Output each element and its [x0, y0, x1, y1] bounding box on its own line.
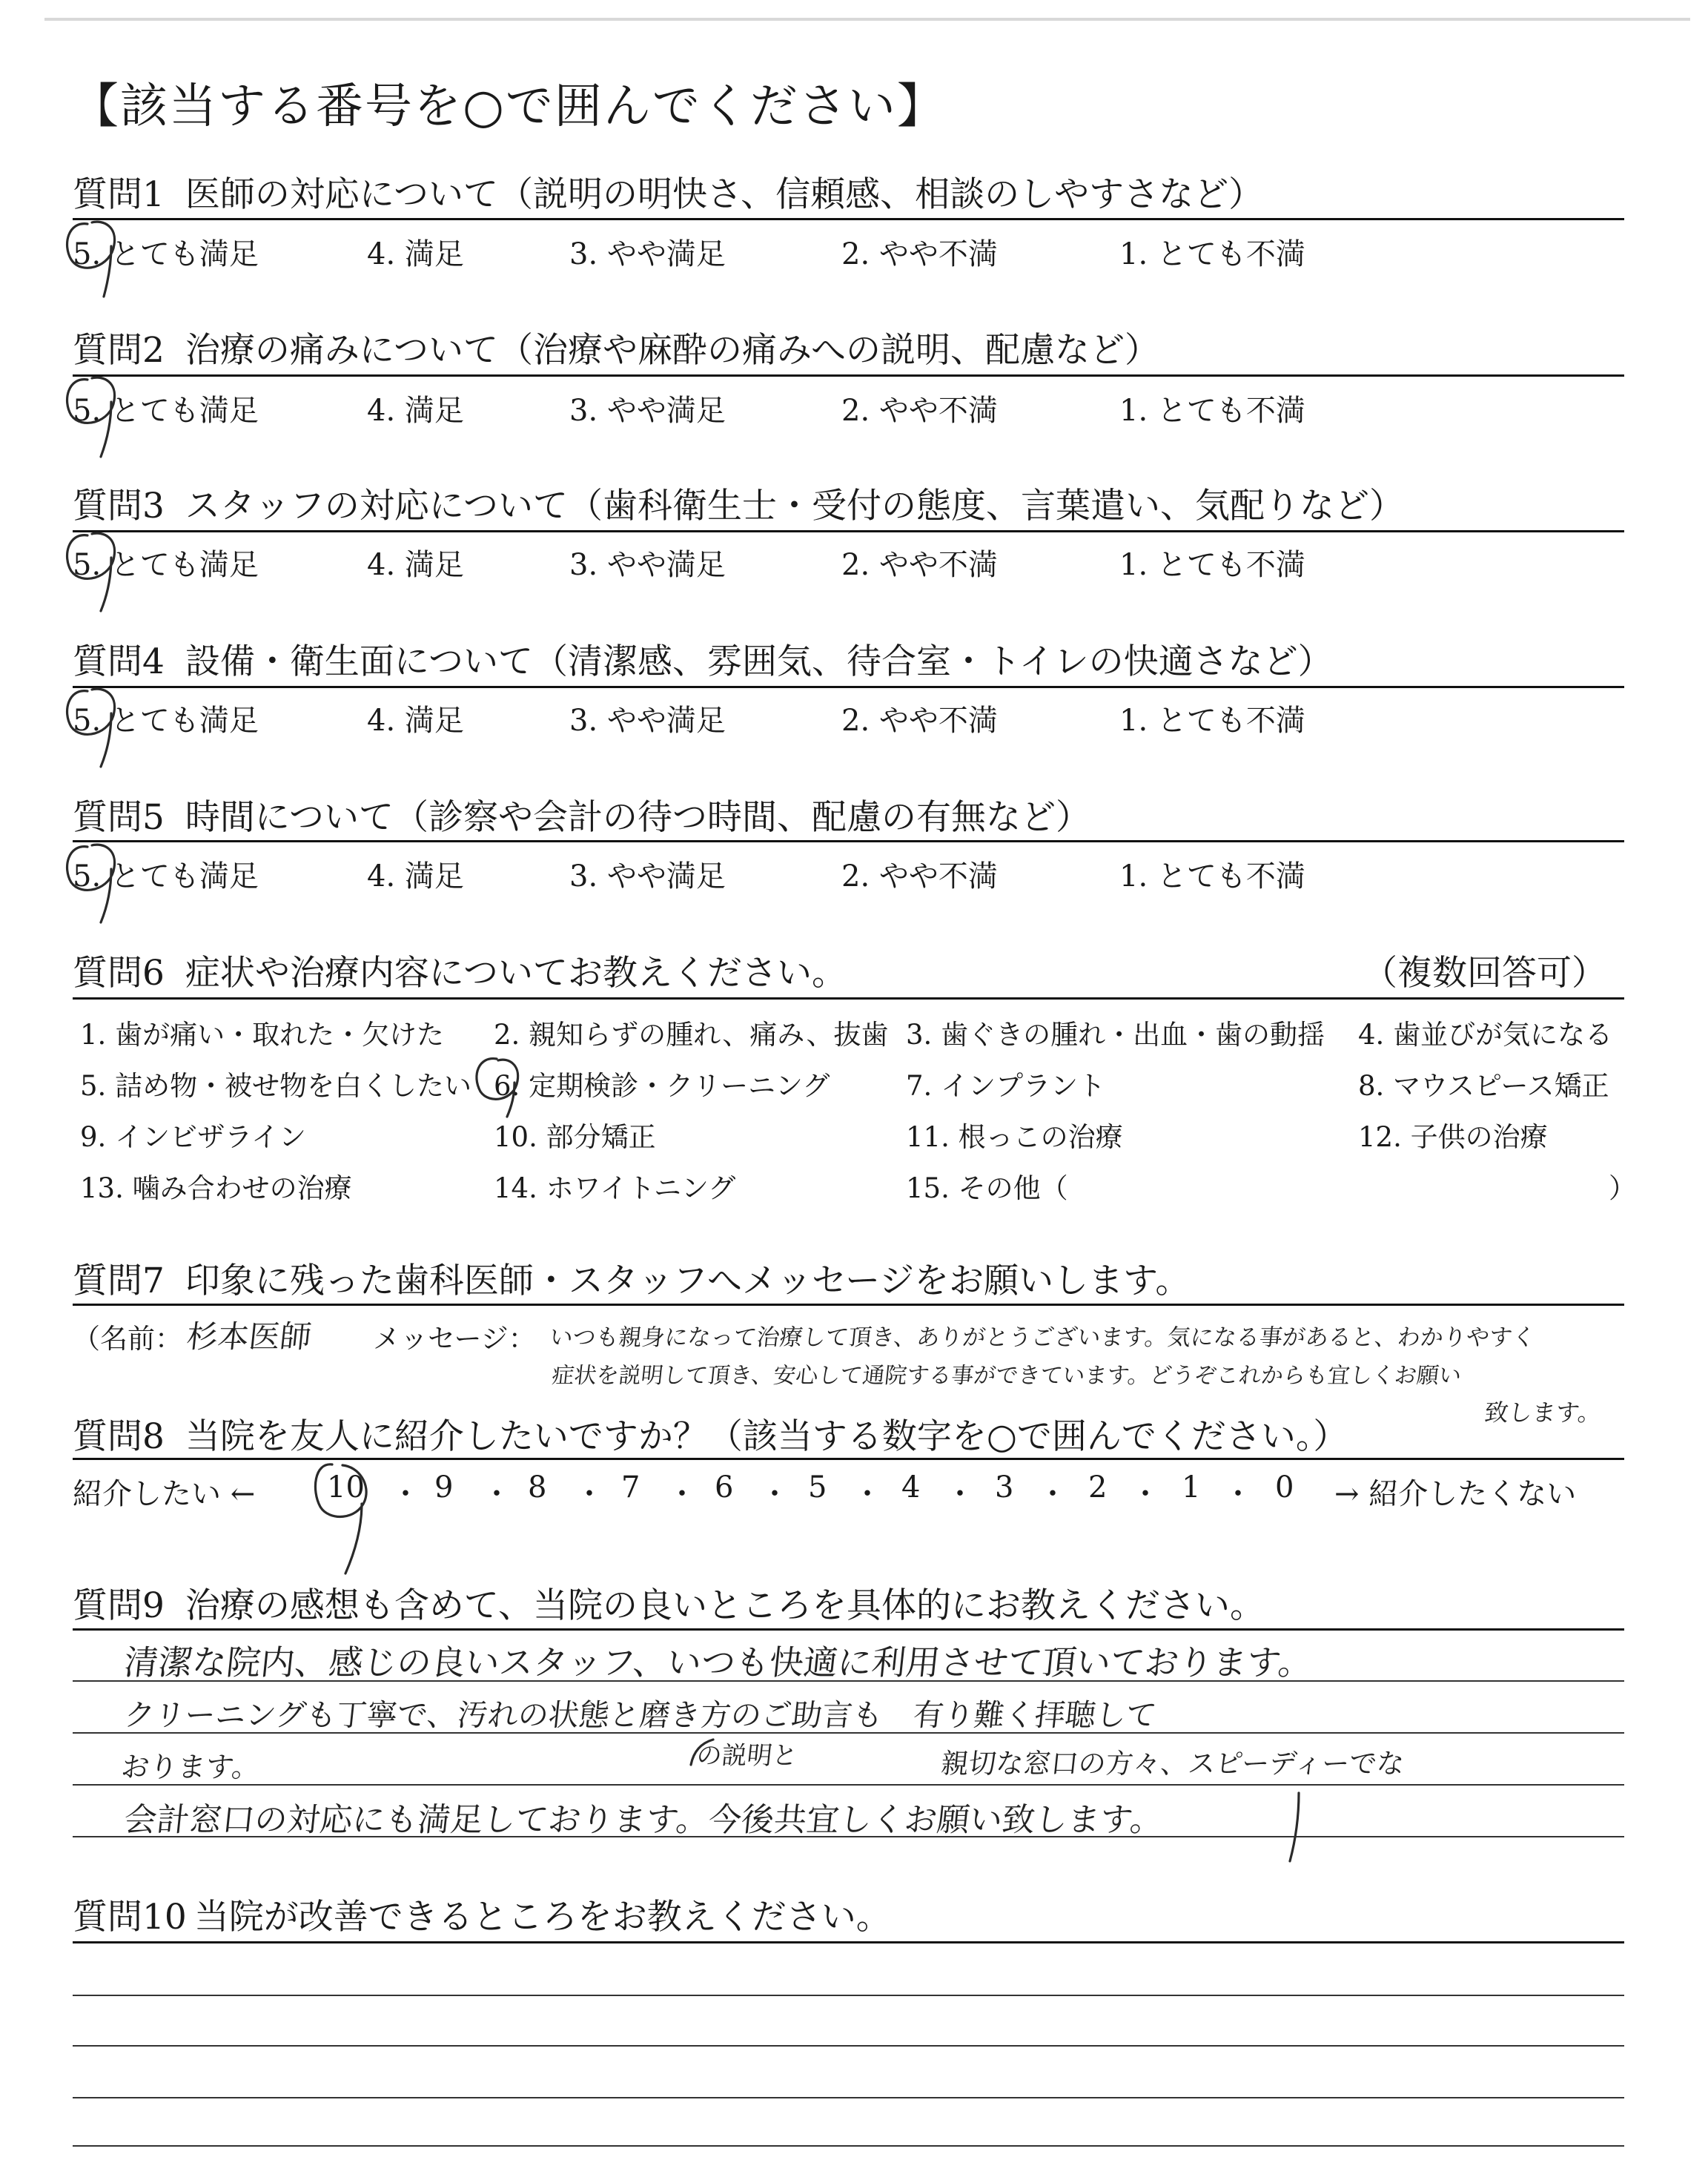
scale-4[interactable]: 4 [901, 1470, 921, 1505]
q1-option-3[interactable]: 3. やや満足 [569, 237, 726, 271]
scale-dot: ・ [1038, 1477, 1068, 1511]
q6-option-14[interactable]: 14. ホワイトニング [494, 1172, 736, 1204]
question-text: 症状や治療内容についてお教えください。 [185, 953, 847, 994]
scale-dot: ・ [945, 1477, 975, 1511]
scale-1[interactable]: 1 [1182, 1470, 1201, 1505]
handwritten-answer-line-2[interactable]: クリーニングも丁寧で、汚れの状態と磨き方のご助言も 有り難く拝聴して [122, 1697, 1159, 1733]
question-text: 当院を友人に紹介したいですか？（該当する数字を○で囲んでください。） [185, 1416, 1348, 1457]
q4-option-4[interactable]: 4. 満足 [367, 704, 464, 738]
q6-option-6[interactable]: 6. 定期検診・クリーニング [494, 1070, 830, 1102]
q6-option-7[interactable]: 7. インプラント [906, 1070, 1106, 1102]
q6-option-12[interactable]: 12. 子供の治療 [1358, 1121, 1548, 1153]
question-number: 質問10 [73, 1897, 187, 1938]
question-3 [73, 478, 1404, 528]
q2-option-5[interactable]: 5. とても満足 [73, 394, 259, 428]
scale-0[interactable]: 0 [1275, 1470, 1294, 1505]
answer-line [73, 2145, 1624, 2147]
q4-option-3[interactable]: 3. やや満足 [569, 704, 726, 738]
handwritten-answer-line-3b[interactable]: 親切な窓口の方々、スピーディーでな [939, 1748, 1406, 1780]
scale-dot: ・ [1131, 1477, 1160, 1511]
question-number: 質問7 [73, 1261, 165, 1301]
scale-dot: ・ [667, 1477, 697, 1511]
q3-option-2[interactable]: 2. やや不満 [841, 548, 998, 582]
question-9 [73, 1578, 1265, 1628]
q2-option-3[interactable]: 3. やや満足 [569, 394, 726, 428]
scale-3[interactable]: 3 [995, 1470, 1014, 1505]
q6-option-3[interactable]: 3. 歯ぐきの腫れ・出血・歯の動揺 [906, 1019, 1325, 1051]
question-7 [73, 1253, 1190, 1303]
q1-option-4[interactable]: 4. 満足 [367, 237, 464, 271]
handwritten-answer-line-3[interactable]: おります。 [119, 1751, 262, 1783]
scale-2[interactable]: 2 [1088, 1470, 1108, 1505]
q6-option-15[interactable]: 15. その他（ [906, 1172, 1068, 1204]
question-text: 設備・衛生面について（清潔感、雰囲気、待合室・トイレの快適さなど） [185, 641, 1333, 682]
q6-other-close-paren: ） [1609, 1172, 1636, 1204]
q6-option-8[interactable]: 8. マウスピース矯正 [1358, 1070, 1609, 1102]
handwritten-message-line-1[interactable]: いつも親身になって治療して頂き、ありがとうございます。気になる事があると、わかりやすく [548, 1324, 1537, 1351]
q2-option-1[interactable]: 1. とても不満 [1119, 394, 1305, 428]
question-text: 当院が改善できるところをお教えください。 [193, 1897, 891, 1938]
q6-option-10[interactable]: 10. 部分矯正 [494, 1121, 656, 1153]
q4-option-2[interactable]: 2. やや不満 [841, 704, 998, 738]
scale-dot: ・ [391, 1477, 420, 1511]
rule [73, 530, 1624, 532]
rule [73, 1458, 1624, 1460]
answer-line [73, 2045, 1624, 2047]
handwritten-answer-line-1[interactable]: 清潔な院内、感じの良いスタッフ、いつも快適に利用させて頂いております。 [122, 1642, 1315, 1682]
handwritten-insertion[interactable]: の説明と [695, 1741, 799, 1771]
recommend-left-label: 紹介したい ← [73, 1477, 256, 1511]
question-text: スタッフの対応について（歯科衛生士・受付の態度、言葉遣い、気配りなど） [185, 486, 1404, 526]
q4-option-1[interactable]: 1. とても不満 [1119, 704, 1305, 738]
page-title: 【該当する番号を○で囲んでください】 [71, 79, 946, 134]
question-2 [73, 323, 1159, 372]
message-label: メッセージ： [373, 1323, 536, 1355]
q5-option-1[interactable]: 1. とても不満 [1119, 859, 1305, 894]
rule [73, 1628, 1624, 1631]
q4-option-5[interactable]: 5. とても満足 [73, 704, 259, 738]
q5-option-5[interactable]: 5. とても満足 [73, 859, 259, 894]
rule [73, 374, 1624, 377]
question-number: 質問9 [73, 1585, 165, 1626]
q3-option-3[interactable]: 3. やや満足 [569, 548, 726, 582]
multiple-answer-note: （複数回答可） [1363, 953, 1606, 994]
question-text: 印象に残った歯科医師・スタッフへメッセージをお願いします。 [185, 1261, 1191, 1301]
scale-dot: ・ [760, 1477, 790, 1511]
handwritten-staff-name[interactable]: 杉本医師 [185, 1318, 314, 1355]
q1-option-1[interactable]: 1. とても不満 [1119, 237, 1305, 271]
question-5 [73, 790, 1090, 839]
q6-option-11[interactable]: 11. 根っこの治療 [906, 1121, 1123, 1153]
q2-option-2[interactable]: 2. やや不満 [841, 394, 998, 428]
answer-line [73, 1784, 1624, 1786]
q3-option-4[interactable]: 4. 満足 [367, 548, 464, 582]
top-border [44, 18, 1690, 21]
question-number: 質問2 [73, 330, 165, 371]
question-text: 治療の感想も含めて、当院の良いところを具体的にお教えください。 [185, 1585, 1265, 1626]
scale-6[interactable]: 6 [715, 1470, 734, 1505]
name-label: （名前： [73, 1323, 182, 1355]
q6-option-1[interactable]: 1. 歯が痛い・取れた・欠けた [80, 1019, 445, 1051]
scale-9[interactable]: 9 [434, 1470, 454, 1505]
question-6 [73, 945, 847, 995]
recommend-right-label: → 紹介したくない [1334, 1477, 1577, 1511]
question-10 [73, 1889, 891, 1939]
q1-option-5[interactable]: 5. とても満足 [73, 237, 259, 271]
rule [73, 686, 1624, 688]
rule [73, 1304, 1624, 1306]
question-1 [73, 167, 1263, 217]
q3-option-5[interactable]: 5. とても満足 [73, 548, 259, 582]
question-number: 質問1 [73, 174, 165, 215]
q5-option-4[interactable]: 4. 満足 [367, 859, 464, 894]
answer-line [73, 1995, 1624, 1996]
answer-line [73, 2097, 1624, 2098]
scale-5[interactable]: 5 [808, 1470, 827, 1505]
rule [73, 1941, 1624, 1943]
q6-option-13[interactable]: 13. 噛み合わせの治療 [80, 1172, 352, 1204]
question-number: 質問4 [73, 641, 165, 682]
rule [73, 997, 1624, 1000]
q6-option-2[interactable]: 2. 親知らずの腫れ、痛み、抜歯 [494, 1019, 889, 1051]
q6-option-4[interactable]: 4. 歯並びが気になる [1358, 1019, 1613, 1051]
handwritten-message-line-2[interactable]: 症状を説明して頂き、安心して通院する事ができています。どうぞこれからも宜しくお願い [550, 1363, 1463, 1389]
q6-option-9[interactable]: 9. インビザライン [80, 1121, 306, 1153]
question-8 [73, 1409, 1348, 1459]
rule [73, 218, 1624, 220]
scale-dot: ・ [1223, 1477, 1253, 1511]
question-number: 質問6 [73, 953, 165, 994]
q3-option-1[interactable]: 1. とても不満 [1119, 548, 1305, 582]
question-number: 質問8 [73, 1416, 165, 1457]
question-number: 質問5 [73, 797, 165, 838]
q2-option-4[interactable]: 4. 満足 [367, 394, 464, 428]
scale-10[interactable]: 10 [327, 1470, 365, 1505]
question-text: 医師の対応について（説明の明快さ、信頼感、相談のしやすさなど） [185, 174, 1264, 215]
q5-option-3[interactable]: 3. やや満足 [569, 859, 726, 894]
rule [73, 840, 1624, 842]
scale-dot: ・ [853, 1477, 882, 1511]
question-text: 治療の痛みについて（治療や麻酔の痛みへの説明、配慮など） [185, 330, 1160, 371]
question-4 [73, 634, 1333, 684]
q6-option-5[interactable]: 5. 詰め物・被せ物を白くしたい [80, 1070, 472, 1102]
q5-option-2[interactable]: 2. やや不満 [841, 859, 998, 894]
scale-dot: ・ [575, 1477, 604, 1511]
question-text: 時間について（診察や会計の待つ時間、配慮の有無など） [185, 797, 1090, 838]
scale-8[interactable]: 8 [528, 1470, 547, 1505]
handwritten-message-line-3[interactable]: 致します。 [1483, 1398, 1603, 1427]
scale-dot: ・ [482, 1477, 512, 1511]
handwritten-answer-line-4[interactable]: 会計窓口の対応にも満足しております。今後共宜しくお願い致します。 [122, 1801, 1165, 1839]
scale-7[interactable]: 7 [621, 1470, 640, 1505]
q1-option-2[interactable]: 2. やや不満 [841, 237, 998, 271]
question-number: 質問3 [73, 486, 165, 526]
